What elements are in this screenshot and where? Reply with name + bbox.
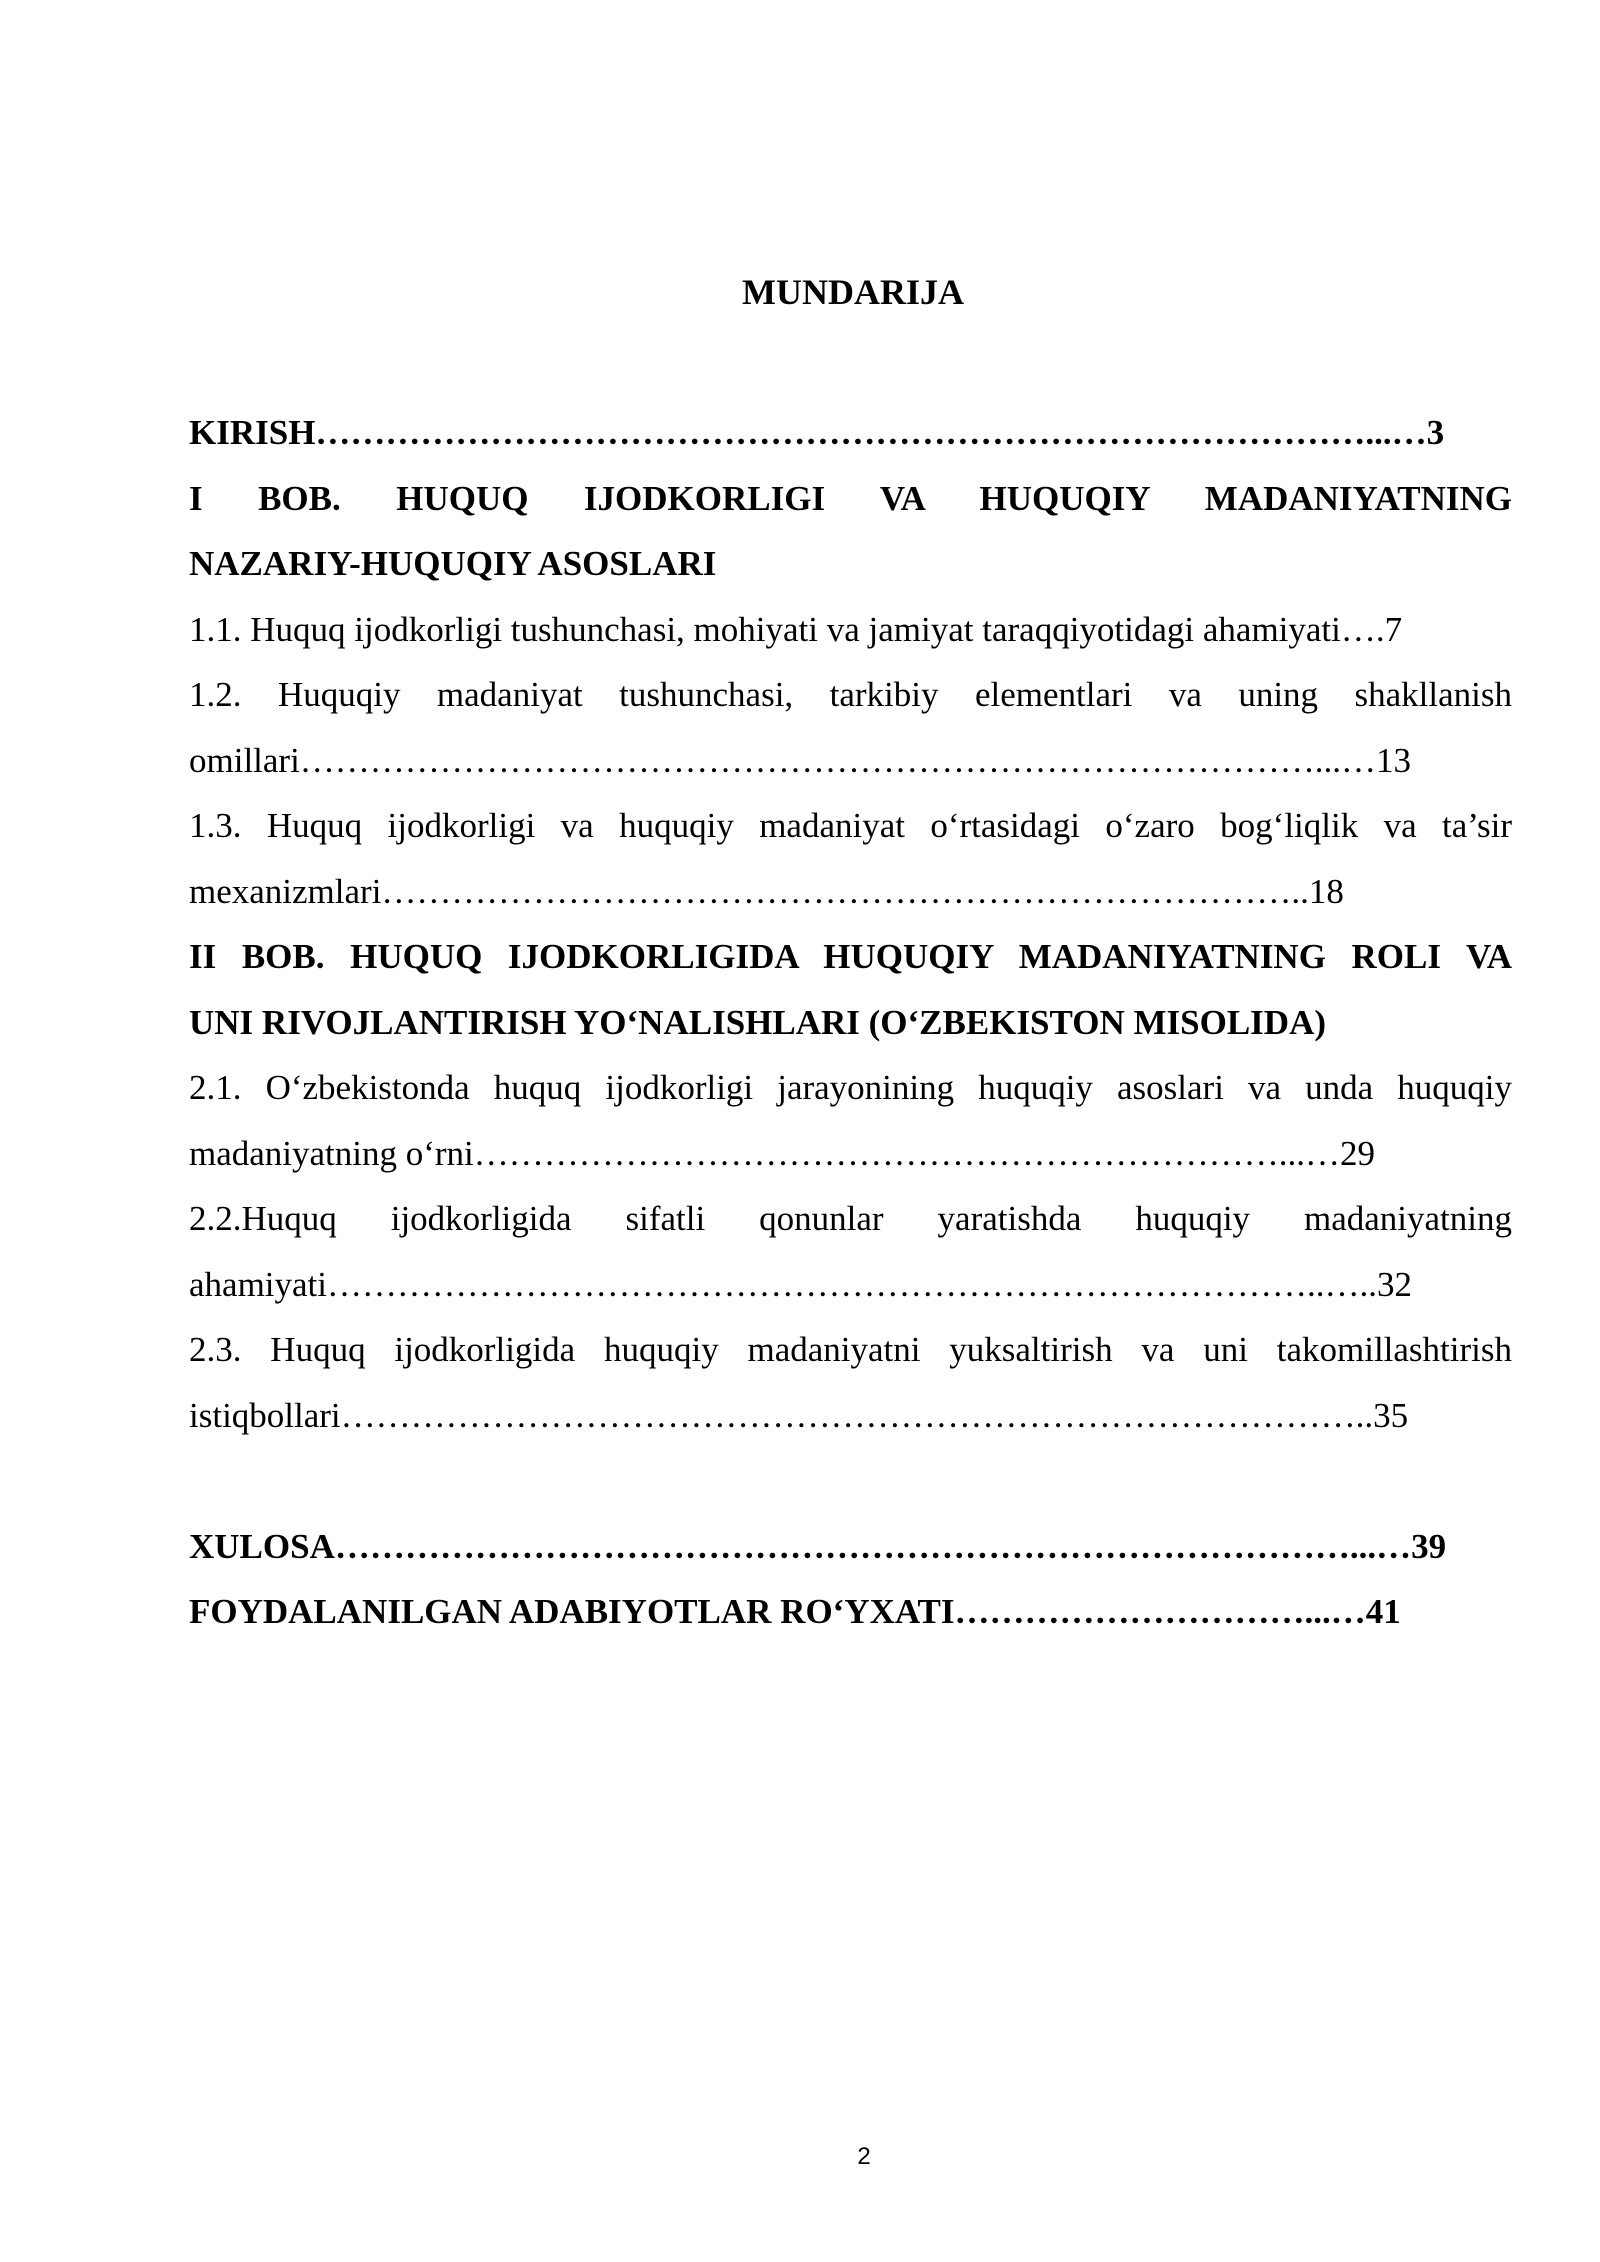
toc-entry-1-3-line-2[interactable]: mexanizmlari……………………………………………………………………..18 bbox=[189, 871, 1344, 911]
toc-entry-xulosa[interactable]: XULOSA……………………………………………………………………………...…39 bbox=[189, 1526, 1447, 1566]
toc-chapter-2-heading-line-1[interactable]: II BOB. HUQUQ IJODKORLIGIDA HUQUQIY MADANIYATNING ROLI VA bbox=[189, 937, 1512, 976]
toc-entry-2-3-line-2[interactable]: istiqbollari……………………………………………………………………………..35 bbox=[189, 1395, 1409, 1435]
toc-chapter-2-heading-line-2[interactable]: UNI RIVOJLANTIRISH YO‘NALISHLARI (O‘ZBEKISTON MISOLIDA) bbox=[189, 1002, 1327, 1042]
toc-chapter-1-heading-line-2[interactable]: NAZARIY-HUQUQIY ASOSLARI bbox=[189, 544, 717, 583]
toc-chapter-1-heading-line-1[interactable]: I BOB. HUQUQ IJODKORLIGI VA HUQUQIY MADANIYATNING bbox=[189, 478, 1512, 518]
toc-entry-2-2-line-1[interactable]: 2.2.Huquq ijodkorligida sifatli qonunlar yaratishda huquqiy madaniyatning bbox=[189, 1199, 1512, 1238]
toc-entry-kirish[interactable]: KIRISH………………………………………………………………………………...…3 bbox=[189, 413, 1445, 452]
toc-spacer bbox=[189, 1448, 1512, 1514]
toc-entry-1-2-line-1[interactable]: 1.2. Huquqiy madaniyat tushunchasi, tarkibiy elementlari va uning shakllanish bbox=[189, 675, 1512, 714]
toc-entry-2-2-line-2[interactable]: ahamiyati…………………………………………………………………………..…..32 bbox=[189, 1264, 1413, 1304]
page-number: 2 bbox=[857, 2143, 871, 2170]
toc-entry-1-2-line-2[interactable]: omillari……………………………………………………………………………...…13 bbox=[189, 740, 1412, 780]
toc-entry-2-1-line-2[interactable]: madaniyatning o‘rni……………………………………………………………...…29 bbox=[189, 1133, 1376, 1173]
toc-entry-2-1-line-1[interactable]: 2.1. O‘zbekistonda huquq ijodkorligi jarayonining huquqiy asoslari va unda huquqiy bbox=[189, 1068, 1512, 1107]
toc-entry-references[interactable]: FOYDALANILGAN ADABIYOTLAR RO‘YXATI…………………………...…41 bbox=[189, 1592, 1401, 1631]
toc-entry-2-3-line-1[interactable]: 2.3. Huquq ijodkorligida huquqiy madaniyatni yuksaltirish va uni takomillashtirish bbox=[189, 1330, 1512, 1369]
toc-entry-1-3-line-1[interactable]: 1.3. Huquq ijodkorligi va huquqiy madaniyat o‘rtasidagi o‘zaro bog‘liqlik va ta’sir bbox=[189, 806, 1512, 845]
page-title: MUNDARIJA bbox=[742, 272, 964, 312]
table-of-contents bbox=[189, 400, 1512, 1645]
toc-entry-1-1[interactable]: 1.1. Huquq ijodkorligi tushunchasi, mohiyati va jamiyat taraqqiyotidagi ahamiyati….7 bbox=[189, 609, 1403, 649]
